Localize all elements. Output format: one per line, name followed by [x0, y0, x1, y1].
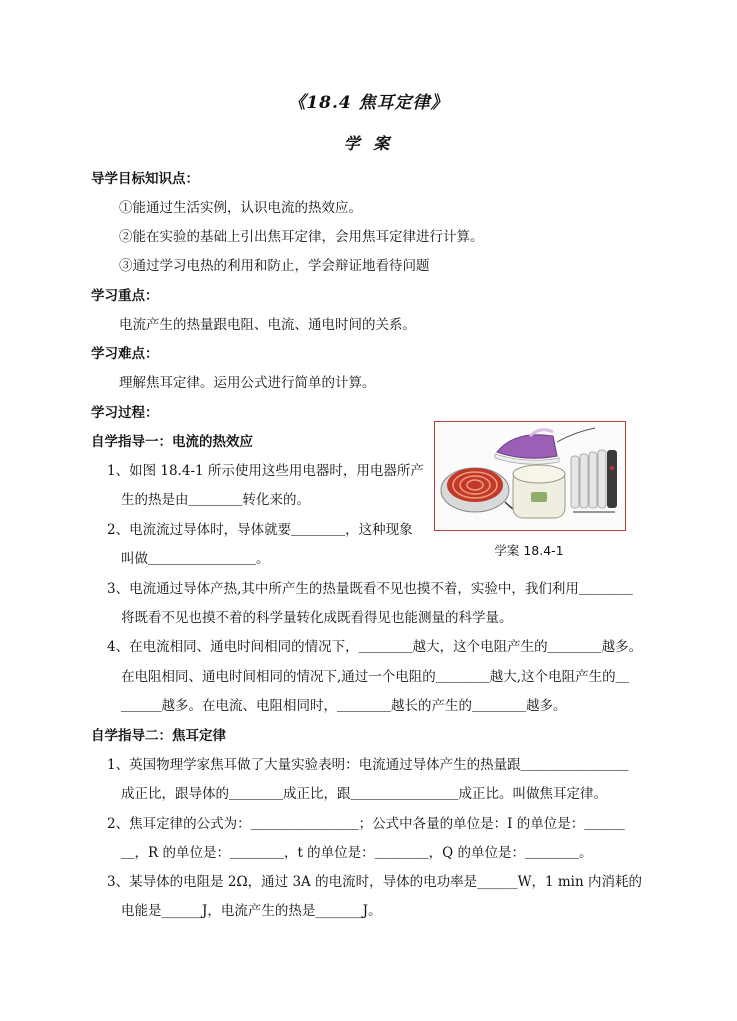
- part1-q2-line2: 叫做＿＿＿＿＿＿＿＿。: [121, 551, 270, 567]
- process-heading: 学习过程：: [91, 405, 159, 421]
- key-point-heading: 学习重点：: [91, 288, 159, 304]
- objectives-heading: 导学目标知识点：: [91, 171, 199, 187]
- part2-q1-line2: 成正比，跟导体的＿＿＿＿成正比，跟＿＿＿＿＿＿＿＿成正比。叫做焦耳定律。: [121, 786, 607, 802]
- part1-q3-line1: 3、电流通过导体产热,其中所产生的热量既看不见也摸不着，实验中，我们利用＿＿＿＿: [107, 581, 633, 597]
- part2-q3-line2: 电能是______J，电流产生的热是_______J。: [121, 903, 382, 919]
- figure-caption: 学案 18.4-1: [494, 543, 564, 558]
- part1-q4-line2: 在电阻相同、通电时间相同的情况下,通过一个电阻的＿＿＿＿越大,这个电阻产生的＿: [121, 669, 630, 685]
- part1-heading: 自学指导一：电流的热效应: [91, 434, 253, 450]
- objective-item-1: ①能通过生活实例，认识电流的热效应。: [119, 200, 362, 216]
- part1-q4-line3: ＿＿＿越多。在电流、电阻相同时，＿＿＿＿越长的产生的＿＿＿＿越多。: [121, 698, 567, 714]
- page-title: 《18.4 焦耳定律》: [288, 93, 449, 113]
- objective-item-3: ③通过学习电热的利用和防止，学会辩证地看待问题: [119, 258, 430, 274]
- part1-q4-line1: 4、在电流相同、通电时间相同的情况下，＿＿＿＿越大，这个电阻产生的＿＿＿＿越多。: [107, 639, 643, 655]
- page-subtitle: 学 案: [343, 134, 394, 153]
- part1-q3-line2: 将既看不见也摸不着的科学量转化成既看得见也能测量的科学量。: [121, 610, 513, 626]
- part2-heading: 自学指导二：焦耳定律: [91, 728, 226, 744]
- part2-q2-line2: ＿，R 的单位是：＿＿＿＿，t 的单位是：＿＿＿＿，Q 的单位是：＿＿＿＿。: [121, 845, 593, 861]
- difficulty-text: 理解焦耳定律。运用公式进行简单的计算。: [119, 375, 376, 391]
- part2-q2-line1: 2、焦耳定律的公式为：＿＿＿＿＿＿＿＿；公式中各量的单位是：I 的单位是：＿＿＿: [107, 816, 625, 832]
- part2-q1-line1: 1、英国物理学家焦耳做了大量实验表明：电流通过导体产生的热量跟＿＿＿＿＿＿＿＿: [107, 757, 629, 773]
- rice-cooker-icon: [513, 465, 565, 518]
- oil-heater-icon: [571, 450, 617, 512]
- part2-q3-line1: 3、某导体的电阻是 2Ω，通过 3A 的电流时，导体的电功率是______W，1 min 内消耗的: [107, 874, 642, 890]
- part1-q2-line1: 2、电流流过导体时，导体就要＿＿＿＿，这种现象: [107, 522, 413, 538]
- part1-q1-line1: 1、如图 18.4-1 所示使用这些用电器时，用电器所产: [107, 463, 424, 479]
- objective-item-2: ②能在实验的基础上引出焦耳定律，会用焦耳定律进行计算。: [119, 229, 484, 245]
- appliances-illustration: [435, 422, 625, 530]
- part1-q1-line2: 生的热是由＿＿＿＿转化来的。: [121, 492, 310, 508]
- appliances-figure: [434, 421, 626, 531]
- difficulty-heading: 学习难点：: [91, 346, 159, 362]
- key-point-text: 电流产生的热量跟电阻、电流、通电时间的关系。: [119, 317, 416, 333]
